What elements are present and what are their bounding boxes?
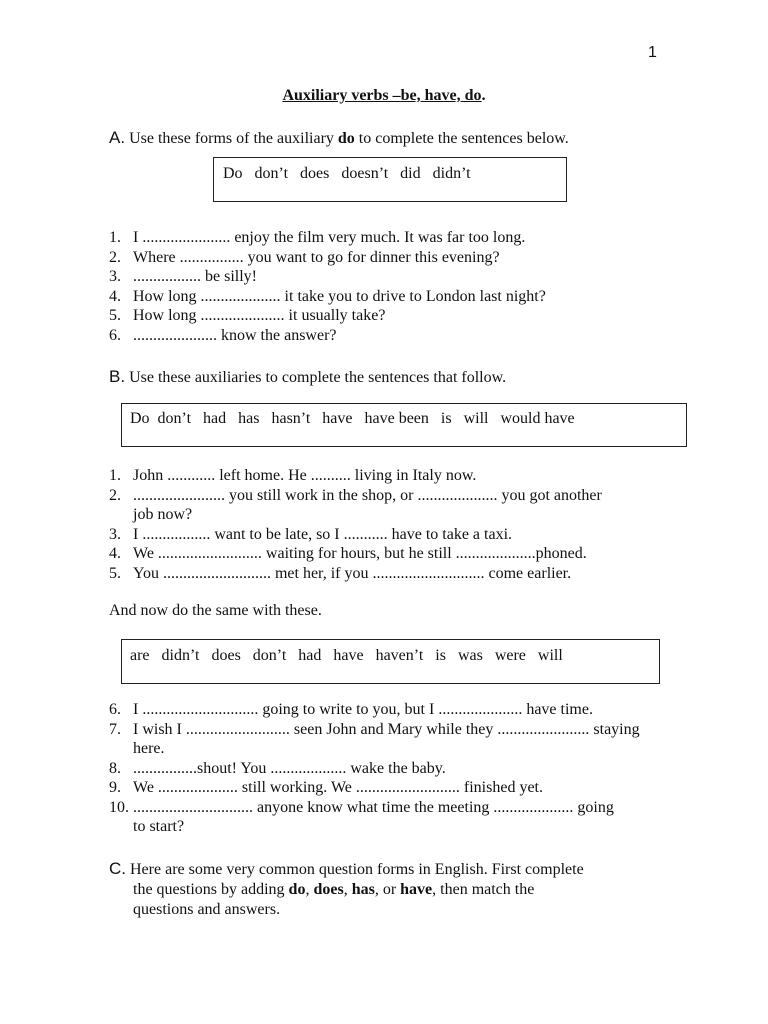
list-item — [109, 798, 628, 837]
keyword-has: has — [351, 881, 375, 898]
list-item — [109, 466, 634, 486]
section-a-letter: A. — [109, 128, 126, 147]
section-b-word-box-words: Do don’t had has hasn’t have have been is will would have — [130, 410, 575, 427]
list-item — [109, 228, 629, 248]
section-b2-word-box-words: are didn’t does don’t had have haven’t is was were will — [130, 647, 563, 664]
question-text: You ........................... met her, if you ............................ come earlier. — [133, 564, 572, 582]
list-item — [109, 306, 629, 326]
question-number: 6. — [109, 701, 121, 718]
question-number: 5. — [109, 564, 121, 582]
section-c-line-1: Here are some very common question forms in English. First complete — [130, 861, 584, 878]
question-text: ................. be silly! — [133, 268, 257, 285]
section-a-intro-before: Use these forms of the auxiliary — [129, 130, 338, 147]
question-number: 2. — [109, 486, 121, 504]
question-text: I wish I .......................... seen John and Mary while they ....................... staying here. — [133, 720, 640, 757]
section-a-question-list — [109, 228, 629, 345]
question-number: 6. — [109, 326, 121, 344]
question-number: 5. — [109, 307, 121, 324]
section-b-letter: B. — [109, 367, 126, 386]
list-item — [109, 564, 634, 584]
separator: , — [305, 881, 314, 898]
list-item — [109, 759, 657, 779]
list-item — [109, 720, 651, 759]
question-number: 8. — [109, 759, 121, 777]
section-c-line-2-start: the questions by adding — [133, 881, 289, 898]
list-item — [109, 486, 613, 525]
keyword-do: do — [288, 881, 306, 898]
page-title-tail: . — [481, 87, 486, 104]
separator: , — [343, 881, 352, 898]
list-item — [109, 525, 634, 545]
question-number: 1. — [109, 229, 121, 246]
question-number: 1. — [109, 467, 121, 484]
section-b2-word-box — [121, 639, 660, 684]
section-c-heading — [109, 859, 584, 920]
section-b-intro: Use these auxiliaries to complete the sentences that follow. — [129, 369, 507, 386]
list-item — [109, 544, 634, 564]
question-number: 2. — [109, 248, 121, 266]
separator: , or — [374, 881, 401, 898]
question-text: I ...................... enjoy the film very much. It was far too long. — [133, 229, 526, 246]
list-item — [109, 267, 629, 287]
section-b-question-list — [109, 466, 634, 583]
section-b2-question-list — [109, 700, 657, 837]
question-text: John ............ left home. He .......... living in Italy now. — [133, 467, 477, 484]
question-number: 3. — [109, 268, 121, 285]
question-text: I ............................. going to write to you, but I ..................... have time. — [133, 701, 593, 718]
page-number: 1 — [648, 44, 657, 61]
list-item — [109, 326, 629, 346]
section-c-line-2 — [109, 880, 584, 900]
section-a-word-box — [213, 157, 567, 202]
question-text: We .......................... waiting for hours, but he still ....................phoned. — [133, 545, 587, 562]
section-c-line-3: questions and answers. — [133, 901, 281, 918]
list-item — [109, 778, 657, 798]
question-number: 10. — [109, 798, 129, 816]
section-c-letter: C. — [109, 859, 126, 878]
question-text: ....................... you still work in the shop, or .................... you got another job now? — [133, 486, 602, 523]
section-a-intro-after: to complete the sentences below. — [354, 130, 569, 147]
list-item — [109, 248, 629, 268]
question-number: 4. — [109, 287, 121, 305]
question-text: How long .................... it take you to drive to London last night? — [133, 287, 546, 305]
question-number: 7. — [109, 720, 121, 738]
question-number: 3. — [109, 525, 121, 543]
page-title — [0, 87, 768, 105]
section-c-line-2-end: , then match the — [432, 881, 535, 898]
question-number: 4. — [109, 545, 121, 562]
section-b-word-box — [121, 403, 687, 447]
question-text: .............................. anyone know what time the meeting .................... going to start? — [133, 798, 614, 835]
question-text: We .................... still working. We .......................... finished yet. — [133, 779, 543, 796]
question-number: 9. — [109, 779, 121, 796]
page-title-text: Auxiliary verbs –be, have, do — [282, 87, 482, 104]
section-b2-heading: And now do the same with these. — [109, 602, 322, 619]
section-a-heading — [109, 128, 569, 148]
question-text: ..................... know the answer? — [133, 326, 337, 344]
question-text: I ................. want to be late, so I ........... have to take a taxi. — [133, 525, 513, 543]
keyword-have: have — [400, 881, 433, 898]
list-item — [109, 700, 657, 720]
section-a-intro-bold: do — [337, 130, 355, 147]
question-text: ................shout! You ................... wake the baby. — [133, 759, 446, 777]
question-text: How long ..................... it usually take? — [133, 307, 386, 324]
section-b-heading — [109, 367, 506, 387]
section-a-word-box-words: Do don’t does doesn’t did didn’t — [223, 165, 471, 182]
question-text: Where ................ you want to go for dinner this evening? — [133, 248, 500, 266]
list-item — [109, 287, 629, 307]
keyword-does: does — [313, 881, 344, 898]
